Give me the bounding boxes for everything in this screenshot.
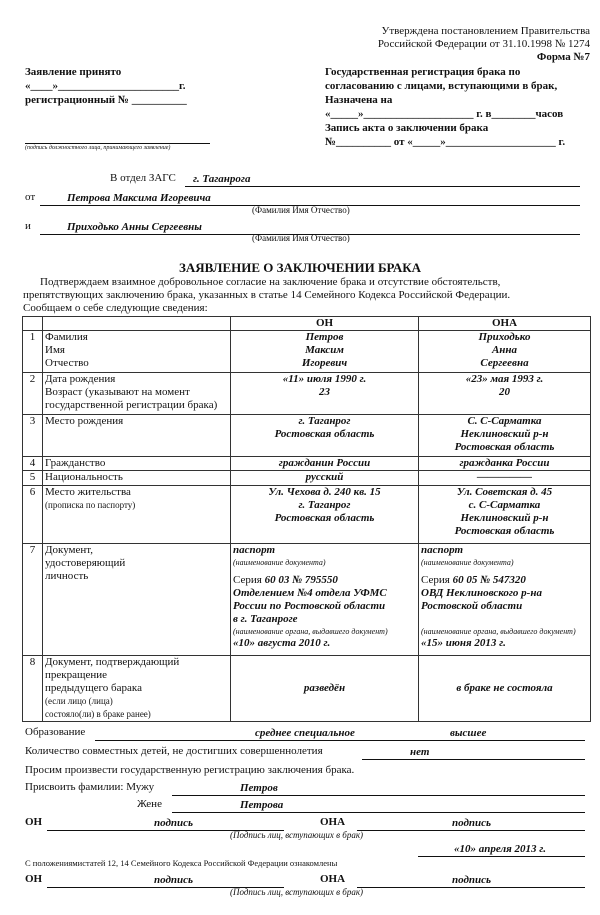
she-value[interactable]: Анна [491, 344, 518, 356]
accepted-block [25, 65, 187, 107]
table-row [23, 457, 591, 471]
request-text: Просим произвести государственную регистрацию заключения брака. [25, 764, 355, 776]
intro-line: Подтверждаем взаимное добровольное согласие на заключение брака и отсутствие обстоятельств, [40, 276, 501, 288]
registration-line: Запись акта о заключении брака [325, 122, 489, 134]
he-issuer[interactable]: Отделением №4 отдела УФМС [233, 587, 387, 599]
applicant-info-table [22, 316, 591, 722]
row-number: 4 [23, 457, 43, 471]
caption: (наименование документа) [233, 558, 326, 567]
he-value[interactable]: Ростовская область [274, 512, 375, 524]
education-field[interactable] [95, 727, 585, 741]
she-value[interactable]: 20 [499, 386, 510, 398]
row-label: предыдущего барака [45, 682, 142, 694]
row-label: состояло(ли) в браке ранее) [45, 709, 151, 719]
row-label: (если лицо (лица) [45, 696, 113, 706]
row-label: удостоверяющий [45, 557, 126, 569]
row-label: Фамилия [45, 331, 88, 343]
accepted-date-field[interactable]: «____»______________________г. [25, 80, 186, 92]
he-value[interactable]: Ростовская область [274, 428, 375, 440]
intro-line: препятствующих заключению брака, указанных в статье 14 Семейного Кодекса Российской Федерации. [23, 289, 511, 301]
groom-name: Петрова Максима Игоревича [67, 192, 211, 204]
he-signature-field[interactable] [47, 874, 284, 888]
she-signature: подпись [452, 874, 492, 886]
she-value[interactable]: Ростовская область [454, 525, 555, 537]
document-title: ЗАЯВЛЕНИЕ О ЗАКЛЮЧЕНИИ БРАКА [178, 260, 422, 275]
he-sign-label: ОН [25, 873, 43, 885]
series-label: Серия [233, 574, 262, 586]
caption: (наименование документа) [421, 558, 514, 567]
she-value[interactable]: С. С-Сарматка [467, 415, 542, 427]
from-label: от [25, 191, 36, 203]
table-row [23, 373, 591, 415]
table-row [23, 656, 591, 722]
he-value[interactable]: г. Таганрог [298, 415, 351, 427]
zags-field[interactable] [185, 173, 580, 187]
children-label: Количество совместных детей, не достигших совершеннолетия [25, 745, 323, 757]
acknowledgement-text: С положениямистатей 12, 14 Семейного Кодекса Российской Федерации ознакомлены [25, 858, 338, 868]
header-he: ОН [231, 317, 419, 331]
scheduled-date-field[interactable]: «_____»____________________ г. в________часов [325, 108, 564, 120]
application-date: «10» апреля 2013 г. [454, 843, 546, 855]
she-value[interactable]: ――――― [419, 471, 591, 486]
act-record-field[interactable]: №__________ от «_____»____________________ г. [325, 136, 566, 148]
she-value[interactable]: «23» мая 1993 г. [465, 373, 544, 385]
row-number: 1 [23, 331, 43, 373]
he-signature: подпись [154, 874, 194, 886]
she-document-type[interactable]: паспорт [421, 544, 464, 556]
he-value[interactable]: 23 [319, 386, 330, 398]
row-label: государственной регистрации брака) [45, 399, 218, 411]
date-field[interactable] [418, 843, 585, 857]
row-label: Имя [45, 344, 65, 356]
he-value[interactable]: Ул. Чехова д. 240 кв. 15 [268, 486, 381, 498]
intro-line: Сообщаем о себе следующие сведения: [23, 302, 208, 314]
he-value[interactable]: разведён [231, 656, 419, 722]
she-sign-label: ОНА [320, 816, 346, 828]
approval-line: Российской Федерации от 31.10.1998 № 1274 [377, 38, 590, 50]
he-issuer[interactable]: в г. Таганроге [233, 613, 298, 625]
education-he: среднее специальное [255, 727, 355, 739]
registration-number-field[interactable]: регистрационный № __________ [25, 94, 187, 106]
she-value[interactable]: Ростовская область [454, 441, 555, 453]
row-number: 5 [23, 471, 43, 486]
he-value[interactable]: Петров [305, 331, 344, 343]
surname-husband-field[interactable] [172, 782, 585, 796]
he-value[interactable]: Максим [305, 344, 344, 356]
she-signature: подпись [452, 817, 492, 829]
row-number: 2 [23, 373, 43, 415]
zags-value: г. Таганрога [193, 173, 251, 185]
table-row [23, 486, 591, 544]
table-row [23, 471, 591, 486]
he-value[interactable]: «11» июля 1990 г. [282, 373, 367, 385]
table-header-row [23, 317, 591, 331]
he-sign-label: ОН [25, 816, 43, 828]
she-value[interactable]: в браке не состояла [419, 656, 591, 722]
he-issuer[interactable]: России по Ростовской области [233, 600, 386, 612]
she-issue-date[interactable]: «15» июня 2013 г. [421, 637, 506, 649]
and-label: и [25, 220, 31, 232]
signature-line [25, 143, 210, 144]
she-sign-label: ОНА [320, 873, 346, 885]
table-row [23, 331, 591, 373]
caption: (наименование органа, выдавшего документ) [421, 627, 576, 636]
intro-text [23, 276, 510, 315]
he-value[interactable]: Игоревич [301, 357, 348, 369]
she-signature-field[interactable] [357, 817, 585, 831]
accepted-title: Заявление принято [25, 66, 122, 78]
row-label: Дата рождения [45, 373, 116, 385]
header-she: ОНА [419, 317, 591, 331]
she-value[interactable]: гражданка России [419, 457, 591, 471]
groom-name-field[interactable] [40, 192, 580, 206]
education-label: Образование [25, 726, 86, 738]
row-number: 8 [23, 656, 43, 722]
registration-line: согласованию с лицами, вступающими в брак, [325, 80, 558, 92]
signature-caption: (Подпись лиц, вступающих в брак) [230, 830, 364, 840]
registration-line: Государственная регистрация брака по [325, 66, 521, 78]
surname-husband: Петров [240, 782, 278, 794]
row-label: Документ, [45, 544, 94, 556]
he-series[interactable]: 60 03 № 795550 [264, 574, 338, 586]
she-value[interactable]: Ул. Советская д. 45 [456, 486, 553, 498]
he-value[interactable]: г. Таганрог [298, 499, 351, 511]
bride-name: Приходько Анны Сергеевны [67, 221, 202, 233]
registration-line: Назначена на [325, 94, 393, 106]
signature-caption: (подпись должностного лица, принимающего заявление) [25, 145, 171, 151]
signature-caption: (Подпись лиц, вступающих в брак) [230, 887, 364, 897]
she-value[interactable]: Неклиновский р-н [460, 428, 549, 440]
row-number: 6 [23, 486, 43, 544]
row-label: (прописка по паспорту) [45, 500, 136, 510]
he-signature: подпись [154, 817, 194, 829]
table-row [23, 544, 591, 656]
zags-label: В отдел ЗАГС [110, 172, 176, 184]
she-issuer[interactable]: ОВД Неклиновского р-на [421, 587, 542, 599]
form-number: Форма №7 [536, 51, 590, 63]
she-issuer[interactable]: Ростовской области [421, 600, 523, 612]
row-label: личность [45, 570, 89, 582]
education-she: высшее [450, 727, 487, 739]
row-label: Место жительства [45, 486, 131, 498]
series-label: Серия [421, 574, 450, 586]
he-value[interactable]: гражданин России [231, 457, 419, 471]
row-label: Место рождения [45, 415, 124, 427]
he-document-type[interactable]: паспорт [233, 544, 276, 556]
she-value[interactable]: с. С-Сарматка [468, 499, 541, 511]
she-series[interactable]: 60 05 № 547320 [452, 574, 526, 586]
she-value[interactable]: Приходько [478, 331, 531, 343]
registration-block [325, 65, 565, 149]
he-value[interactable]: русский [231, 471, 419, 486]
fio-caption: (Фамилия Имя Отчество) [252, 205, 350, 215]
she-value[interactable]: Неклиновский р-н [460, 512, 549, 524]
approval-note [378, 25, 590, 64]
row-number: 7 [23, 544, 43, 656]
surname-husband-label: Присвоить фамилии: Мужу [25, 781, 155, 793]
she-value[interactable]: Сергеевна [480, 357, 529, 369]
he-signature-field[interactable] [47, 817, 284, 831]
row-label: Гражданство [43, 457, 231, 471]
surname-wife-label: Жене [137, 798, 162, 810]
row-label: Возраст (указывают на момент [45, 386, 190, 398]
row-label: Национальность [43, 471, 231, 486]
row-number: 3 [23, 415, 43, 457]
children-field[interactable] [362, 746, 585, 760]
fio-caption: (Фамилия Имя Отчество) [252, 233, 350, 243]
approval-line: Утверждена постановлением Правительства [381, 25, 590, 37]
surname-wife: Петрова [240, 799, 284, 811]
surname-wife-field[interactable] [172, 799, 585, 813]
caption: (наименование органа, выдавшего документ) [233, 627, 388, 636]
she-signature-field[interactable] [357, 874, 585, 888]
row-label: Отчество [45, 357, 89, 369]
he-issue-date[interactable]: «10» августа 2010 г. [233, 637, 331, 649]
row-label: прекращение [45, 669, 108, 681]
row-label: Документ, подтверждающий [45, 656, 180, 668]
children-value: нет [410, 746, 430, 758]
table-row [23, 415, 591, 457]
